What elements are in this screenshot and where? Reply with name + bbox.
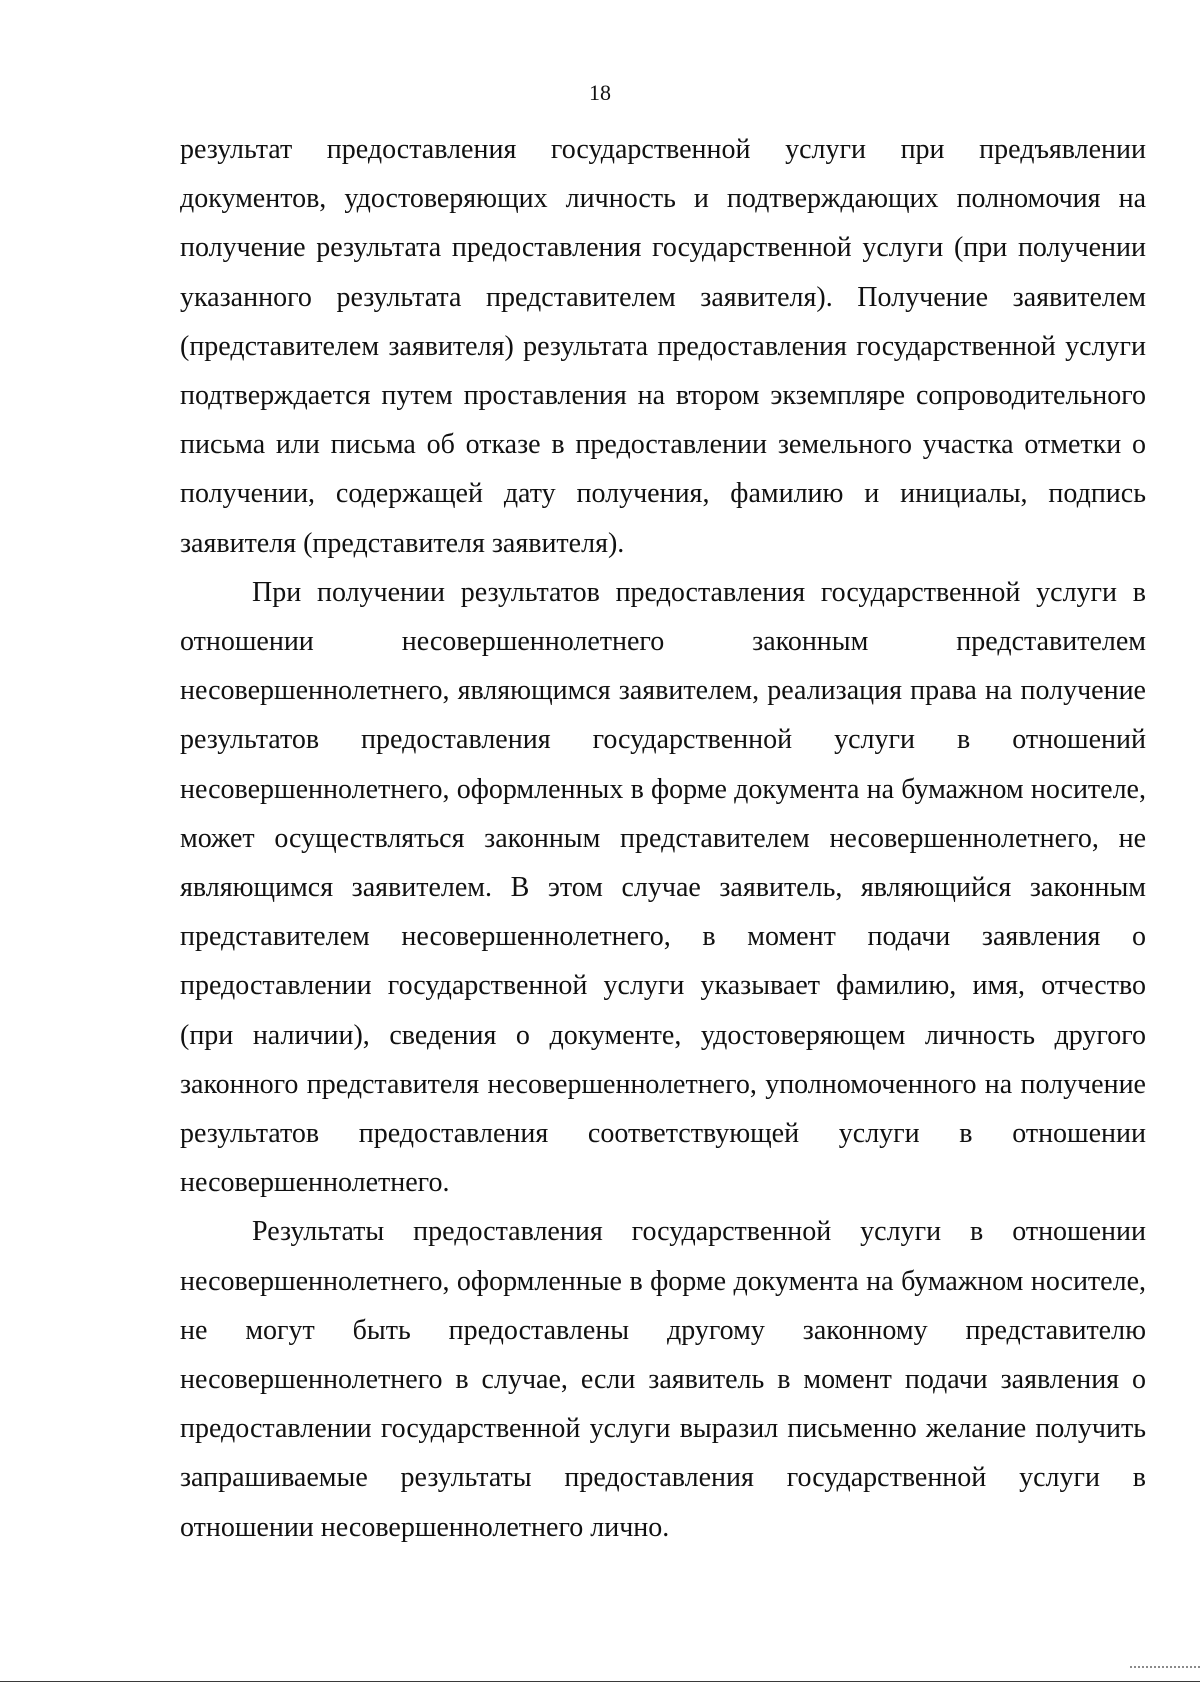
page-number: 18 bbox=[589, 80, 611, 105]
scan-edge-dots bbox=[1130, 1666, 1200, 1668]
paragraph-2: При получении результатов предоставления государственной услуги в отношении несовершеннолетнего законным представителем несовершеннолетнего, являющимся заявителем, реализация права на получение результатов предоставления государственной услуги в отношений несовершеннолетнего, оформленных в форме документа на бумажном носителе, может осуществляться законным представителем несовершеннолетнего, не являющимся заявителем. В этом случае заявитель, являющийся законным представителем несовершеннолетнего, в момент подачи заявления о предоставлении государственной услуги указывает фамилию, имя, отчество (при наличии), сведения о документе, удостоверяющем личность другого законного представителя несовершеннолетнего, уполномоченного на получение результатов предоставления соответствующей услуги в отношении несовершеннолетнего. bbox=[180, 576, 1146, 1199]
paragraph-1: результат предоставления государственной услуги при предъявлении документов, удостоверяющих личность и подтверждающих полномочия на получение результата предоставления государственной услуги (при получении указанного результата представителем заявителя). Получение заявителем (представителем заявителя) результата предоставления государственной услуги подтверждается путем проставления на втором экземпляре сопроводительного письма или письма об отказе в предоставлении земельного участка отметки о получении, содержащей дату получения, фамилию и инициалы, подпись заявителя (представителя заявителя). bbox=[180, 134, 1146, 559]
scan-edge-line bbox=[0, 1681, 1200, 1682]
paragraph-3: Результаты предоставления государственной услуги в отношении несовершеннолетнего, оформленные в форме документа на бумажном носителе, не могут быть предоставлены другому законному представителю несовершеннолетнего в случае, если заявитель в момент подачи заявления о предоставлении государственной услуги выразил письменно желание получить запрашиваемые результаты предоставления государственной услуги в отношении несовершеннолетнего лично. bbox=[180, 1216, 1146, 1543]
document-body bbox=[180, 125, 1146, 1552]
